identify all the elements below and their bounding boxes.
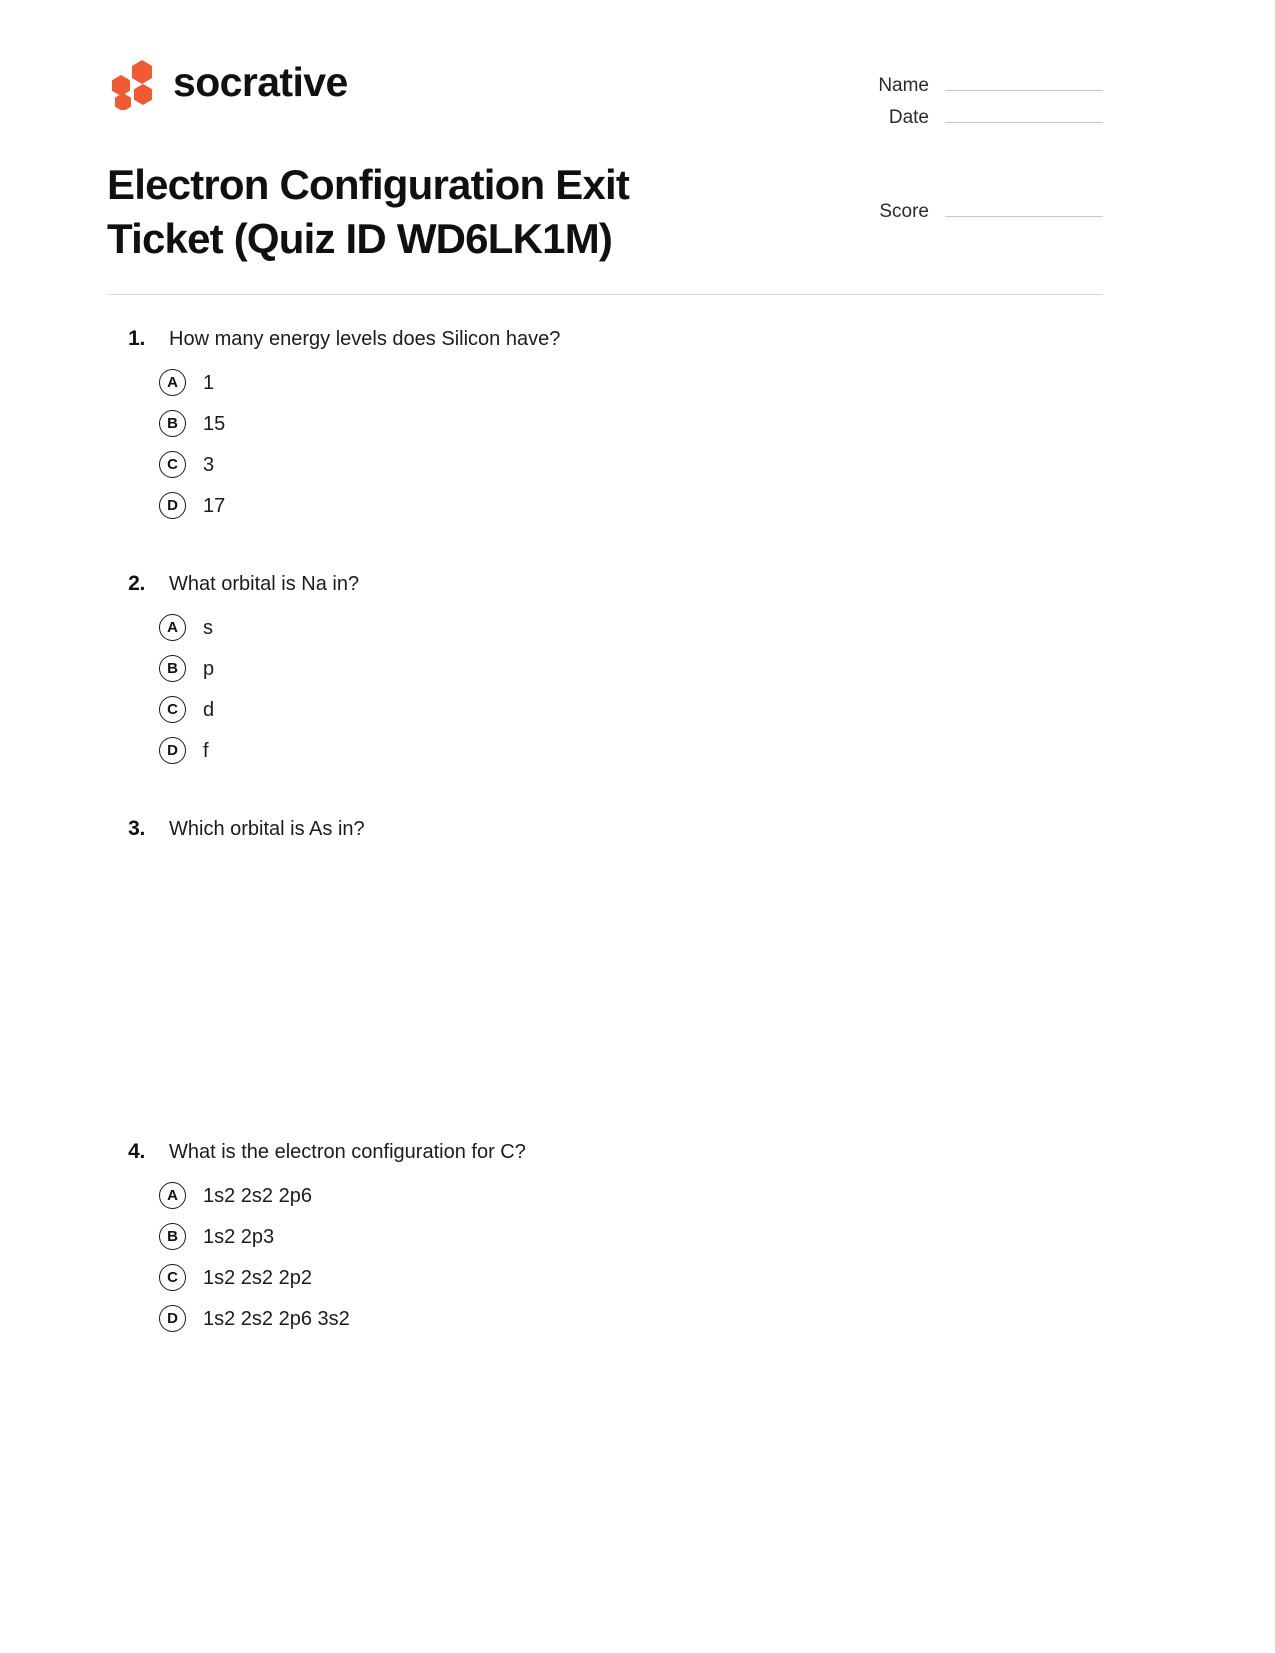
question-1-heading — [107, 325, 1103, 354]
question-4-options — [107, 1175, 1103, 1339]
option-label-d: f — [203, 739, 209, 762]
question-4-option-d[interactable] — [107, 1298, 1103, 1339]
date-field-input[interactable] — [945, 105, 1103, 123]
question-2-options — [107, 607, 1103, 771]
question-4 — [107, 1138, 1103, 1339]
question-1-option-c[interactable] — [107, 444, 1103, 485]
question-3 — [107, 815, 1103, 1138]
question-2-heading — [107, 570, 1103, 599]
option-label-c: d — [203, 698, 215, 721]
option-bubble-c[interactable]: C — [159, 1264, 186, 1291]
question-2-option-a[interactable] — [107, 607, 1103, 648]
question-3-answer-space[interactable] — [107, 848, 1103, 1138]
option-bubble-a[interactable]: A — [159, 369, 186, 396]
question-1-option-a[interactable] — [107, 362, 1103, 403]
header-divider — [107, 294, 1103, 295]
option-label-b: p — [203, 657, 215, 680]
question-4-option-c[interactable] — [107, 1257, 1103, 1298]
option-label-a: s — [203, 616, 213, 639]
question-1-option-b[interactable] — [107, 403, 1103, 444]
brand-logo — [107, 58, 348, 110]
question-1-options — [107, 362, 1103, 526]
score-field-input[interactable] — [945, 199, 1103, 217]
date-field-row — [803, 105, 1103, 129]
title-block — [107, 158, 747, 266]
option-bubble-b[interactable]: B — [159, 410, 186, 437]
option-label-c: 3 — [203, 453, 215, 476]
name-field-input[interactable] — [945, 73, 1103, 91]
socrative-hexagon-logo-icon — [107, 58, 159, 110]
page-title: Electron Configuration Exit Ticket (Quiz ID WD6LK1M) — [107, 161, 630, 262]
option-bubble-b[interactable]: B — [159, 655, 186, 682]
name-field-label: Name — [878, 75, 929, 96]
score-field-row — [803, 199, 1103, 223]
option-bubble-a[interactable]: A — [159, 614, 186, 641]
question-1 — [107, 325, 1103, 526]
score-field-label: Score — [879, 201, 929, 222]
question-3-number: 3. — [128, 817, 145, 840]
option-label-d: 17 — [203, 494, 226, 517]
option-bubble-d[interactable]: D — [159, 492, 186, 519]
question-4-option-a[interactable] — [107, 1175, 1103, 1216]
question-4-heading — [107, 1138, 1103, 1167]
option-bubble-b[interactable]: B — [159, 1223, 186, 1250]
questions-list — [107, 325, 1103, 1339]
question-4-text: What is the electron configuration for C? — [169, 1141, 526, 1163]
question-3-heading — [107, 815, 1103, 844]
brand-wordmark: socrative — [173, 59, 348, 105]
score-field — [803, 199, 1103, 223]
question-4-option-b[interactable] — [107, 1216, 1103, 1257]
question-spacer — [107, 771, 1103, 815]
option-bubble-a[interactable]: A — [159, 1182, 186, 1209]
question-3-text: Which orbital is As in? — [169, 818, 365, 840]
option-label-a: 1s2 2s2 2p6 — [203, 1184, 312, 1207]
student-info-fields — [803, 73, 1103, 137]
question-2-option-d[interactable] — [107, 730, 1103, 771]
question-2 — [107, 570, 1103, 771]
question-2-text: What orbital is Na in? — [169, 573, 360, 595]
question-2-number: 2. — [128, 572, 145, 595]
question-1-text: How many energy levels does Silicon have? — [169, 328, 561, 350]
question-1-number: 1. — [128, 327, 145, 350]
option-bubble-d[interactable]: D — [159, 737, 186, 764]
date-field-label: Date — [888, 107, 929, 128]
question-spacer — [107, 526, 1103, 570]
page-header — [107, 58, 1103, 148]
question-2-option-b[interactable] — [107, 648, 1103, 689]
question-1-option-d[interactable] — [107, 485, 1103, 526]
name-field-row — [803, 73, 1103, 97]
option-bubble-d[interactable]: D — [159, 1305, 186, 1332]
option-label-b: 1s2 2p3 — [203, 1225, 275, 1248]
option-label-a: 1 — [203, 371, 215, 394]
option-label-d: 1s2 2s2 2p6 3s2 — [203, 1307, 350, 1330]
question-2-option-c[interactable] — [107, 689, 1103, 730]
option-label-b: 15 — [203, 412, 226, 435]
option-bubble-c[interactable]: C — [159, 696, 186, 723]
option-bubble-c[interactable]: C — [159, 451, 186, 478]
question-4-number: 4. — [128, 1140, 145, 1163]
option-label-c: 1s2 2s2 2p2 — [203, 1266, 312, 1289]
